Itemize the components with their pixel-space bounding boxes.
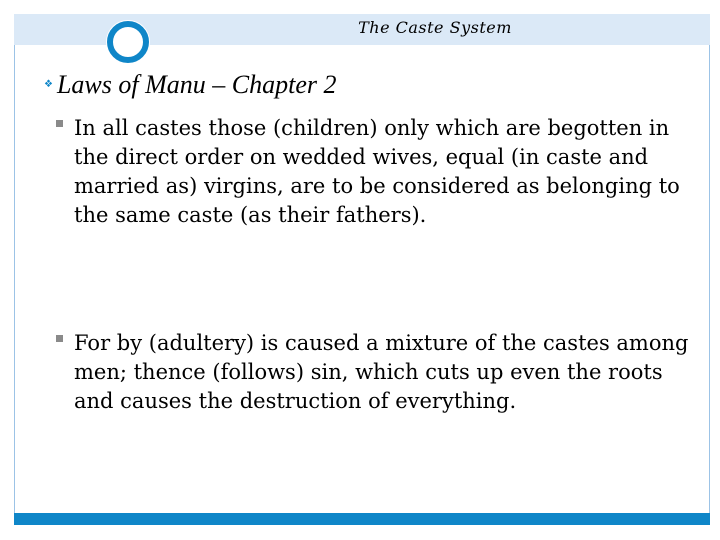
square-bullet-icon (56, 120, 63, 127)
slide-header-title: The Caste System (358, 18, 512, 37)
bullet-item (56, 329, 696, 416)
slide-heading (44, 70, 337, 100)
frame-left-border (14, 45, 15, 513)
bullet-text: For by (adultery) is caused a mixture of the castes among men; thence (follows) sin, which cuts up even the roots and causes the destruction of everything. (74, 331, 689, 413)
bullet-text: In all castes those (children) only which are begotten in the direct order on wedded wives, equal (in caste and married as) virgins, are to be considered as belonging to the same caste (as their fathers). (74, 116, 680, 227)
slide-heading-text: Laws of Manu – Chapter 2 (56, 70, 337, 99)
circle-ornament-icon (107, 21, 149, 63)
footer-band (14, 513, 710, 525)
bullet-item (56, 114, 696, 230)
heading-bullet-icon: ❖ (44, 78, 53, 90)
square-bullet-icon (56, 335, 63, 342)
frame-right-border (709, 45, 710, 513)
